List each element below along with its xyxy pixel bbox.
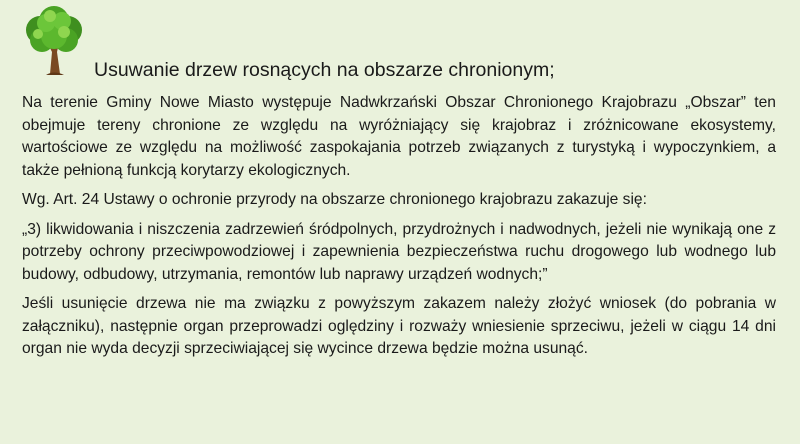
- page-heading: Usuwanie drzew rosnących na obszarze chronionym;: [94, 59, 555, 81]
- paragraph-legal-basis: Wg. Art. 24 Ustawy o ochronie przyrody na obszarze chronionego krajobrazu zakazuje się:: [22, 191, 647, 208]
- paragraph-procedure: Jeśli usunięcie drzewa nie ma związku z powyższym zakazem należy złożyć wniosek (do pobrania w załączniku), następnie organ przeprowadzi oględziny i rozważy wniesienie sprzeciwu, jeżeli w ciągu 14 dni organ nie wyda decyzji sprzeciwiającej się wycince drzewa będzie można usunąć.: [22, 295, 776, 357]
- tree-icon: [20, 4, 88, 76]
- paragraph-intro: Na terenie Gminy Nowe Miasto występuje Nadwkrzański Obszar Chronionego Krajobrazu „Obszar” ten obejmuje tereny chronione ze względu na wyróżniający się krajobraz i zróżnicowane ekosystemy, wartościowe ze względu na możliwość zaspokajania potrzeb związanych z turystyką i wypoczynkiem, a także pełnioną funkcją korytarzy ekologicznych.: [22, 94, 776, 179]
- paragraph-quote: „3) likwidowania i niszczenia zadrzewień śródpolnych, przydrożnych i nadwodnych, jeżeli nie wynikają one z potrzeby ochrony przeciwpowodziowej i zapewnienia bezpieczeństwa ruchu drogowego lub wodnego lub budowy, odbudowy, utrzymania, remontów lub naprawy urządzeń wodnych;”: [22, 220, 776, 283]
- body-text: [22, 92, 776, 361]
